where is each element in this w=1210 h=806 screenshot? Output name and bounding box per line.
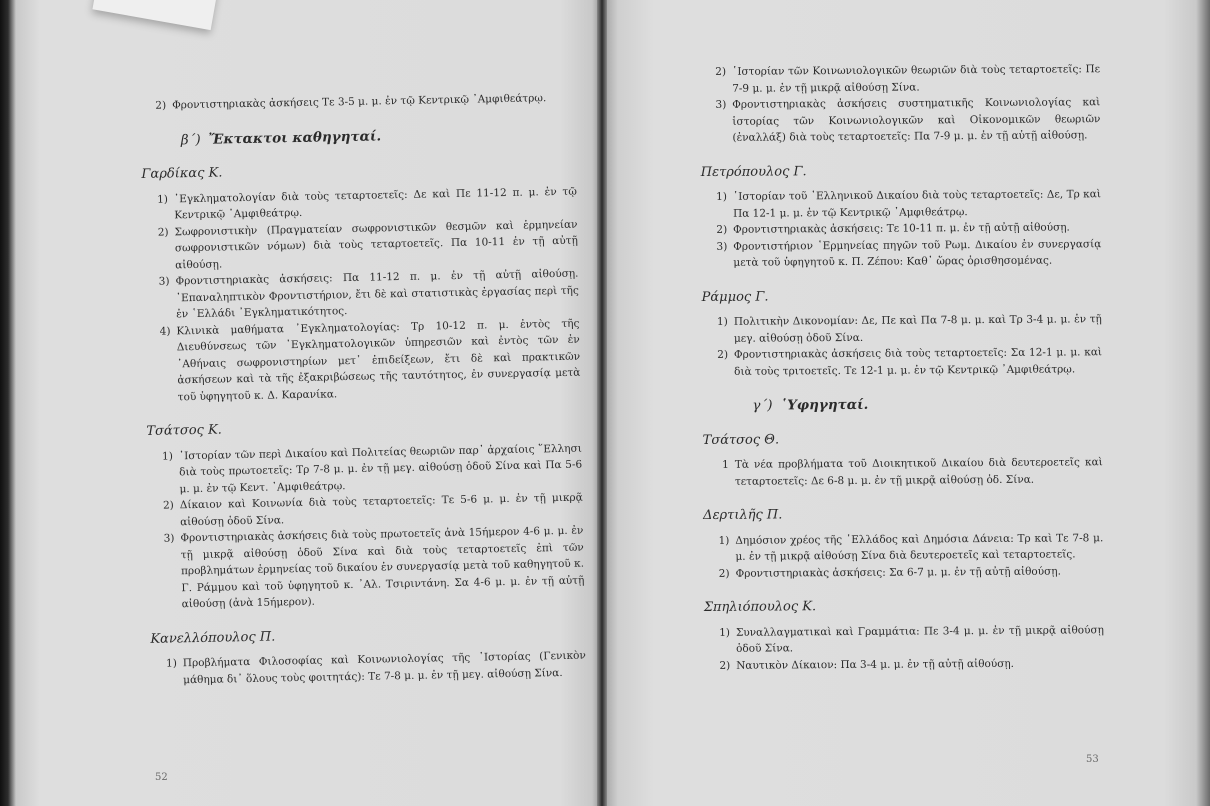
professor-name: Γαρδίκας Κ.: [141, 165, 223, 182]
list-item: [703, 454, 1103, 490]
page-number-right: 53: [1086, 754, 1099, 765]
section-heading: [752, 395, 1102, 414]
continued-items: [700, 61, 1101, 146]
item-text: Φροντιστηριακὰς ἀσκήσεις συστηματικῆς Κοινωνιολογίας καὶ ἱστορίας τῶν Κοινωνιολογικῶν καὶ Οἰκονομικῶν θεωριῶν (ἐναλλάξ) διὰ τοὺς τεταρτοετεῖς: Πα 7-9 μ. μ. ἐν τῇ αὐτῇ αἰθούσῃ.: [732, 96, 1101, 144]
item-text: Φροντιστηριακὰς ἀσκήσεις Τε 3-5 μ. μ. ἐν τῷ Κεντρικῷ ᾿Αμφιθεάτρῳ.: [172, 92, 547, 112]
item-number: 2): [719, 659, 731, 672]
left-page-content: [140, 90, 586, 689]
item-number: 3): [163, 532, 175, 545]
item-text: ῾Ιστορίαν τῶν Κοινωνιολογικῶν θεωριῶν διὰ τοὺς τεταρτοετεῖς: Πε 7-9 μ. μ. ἐν τῇ μικρᾷ αἰθούσῃ Σίνα.: [732, 63, 1101, 95]
item-number: 1): [716, 190, 727, 203]
item-text: Δίκαιον καὶ Κοινωνία διὰ τοὺς τεταρτοετεῖς: Τε 5-6 μ. μ. ἐν τῇ μικρᾷ αἰθούσῃ ὁδοῦ Σίνα.: [179, 491, 583, 528]
list-item: [704, 655, 1104, 674]
list-item: [702, 344, 1102, 380]
list-item: [703, 530, 1103, 566]
item-number: 2): [717, 348, 729, 361]
list-item: [701, 236, 1101, 272]
item-number: 3): [158, 275, 170, 288]
list-item: [700, 61, 1100, 97]
professor-name: Τσάτσος Κ.: [146, 422, 223, 439]
list-item: [148, 523, 585, 614]
item-text: Κλινικὰ μαθήματα ᾿Εγκληματολογίας: Τρ 10-12 π. μ. ἐντὸς τῆς Διευθύνσεως τῶν ᾿Εγκληματολογικῶν ὑπηρεσιῶν καὶ ἐντὸς τῶν ἐν ᾿Αθήναις σωφρονιστηρίων μετ᾿ ἐπιδείξεων, ἔτι δὲ καὶ πρακτικῶν ἀσκήσεων καὶ τὰ τῆς ἐξακριβώσεως τῆς ταυτότητος, ἐν συνεργασίᾳ μετὰ τοῦ ὑφηγητοῦ κ. Δ. Καρανίκα.: [176, 317, 581, 403]
list-item: [700, 94, 1100, 146]
item-text: Φροντιστηριακὰς ἀσκήσεις διὰ τοὺς τεταρτοετεῖς: Σα 12-1 μ. μ. καὶ διὰ τοὺς τριτοετεῖς. Τε 12-1 μ. μ. ἐν τῷ Κεντρικῷ ᾿Αμφιθεάτρῳ.: [733, 346, 1103, 378]
item-number: 3): [716, 240, 728, 253]
list-item: [704, 622, 1104, 658]
item-text: Φροντιστηριακὰς ἀσκήσεις: Πα 11-12 π. μ. ἐν τῇ αὐτῇ αἰθούσῃ. ᾿Επαναληπτικὸν Φροντιστήριον, ἔτι δὲ καὶ στατιστικὰς ἐργασίας περὶ τῆς ἐν ῾Ελλάδι ᾿Εγκληματικότητος.: [175, 267, 579, 321]
item-text: Σωφρονιστικὴν (Πραγματείαν σωφρονιστικῶν θεσμῶν καὶ ἑρμηνείαν σωφρονιστικῶν νόμων) διὰ τοὺς τεταρτοετεῖς. Πα 10-11 ἐν τῇ αὐτῇ αἰθούσῃ.: [174, 218, 578, 271]
item-text: Φροντιστηριακὰς ἀσκήσεις: Σα 6-7 μ. μ. ἐν τῇ αὐτῇ αἰθούσῃ.: [735, 564, 1061, 580]
item-number: 2): [716, 223, 728, 236]
list-item: [702, 311, 1102, 347]
professor-name: Δερτιλῆς Π.: [703, 507, 783, 523]
item-text: Τὰ νέα προβλήματα τοῦ Διοικητικοῦ Δικαίου διὰ δευτεροετεῖς καὶ τεταρτοετεῖς: Δε 6-8 μ. μ. ἐν τῇ μικρᾷ αἰθούσῃ ὁδ. Σίνα.: [734, 456, 1103, 488]
item-number: 2): [715, 65, 727, 78]
section-heading: [181, 124, 576, 148]
item-number: 1): [165, 657, 177, 670]
list-item: [704, 563, 1104, 582]
item-text: ῾Ιστορίαν τῶν περὶ Δικαίου καὶ Πολιτείας θεωριῶν παρ᾿ ἀρχαίοις ῞Ελλησι διὰ τοὺς πρωτοετεῖς: Τρ 7-8 μ. μ. ἐν τῇ μεγ. αἰθούσῃ ὁδοῦ Σίνα καὶ Πα 5-6 μ. μ. ἐν τῷ Κεντ. ᾿Αμφιθεάτρῳ.: [178, 442, 583, 495]
item-text: Συναλλαγματικαὶ καὶ Γραμμάτια: Πε 3-4 μ. μ. ἐν τῇ μικρᾷ αἰθούσῃ ὁδοῦ Σίνα.: [735, 623, 1105, 655]
item-text: ᾿Εγκληματολογίαν διὰ τοὺς τεταρτοετεῖς: Δε καὶ Πε 11-12 π. μ. ἐν τῷ Κεντρικῷ ᾿Αμφιθεάτρῳ.: [173, 185, 577, 222]
professor-name: Τσάτσος Θ.: [702, 431, 780, 448]
section-title: Ἔκτακτοι καθηγηταί.: [208, 127, 382, 148]
item-number: 1): [161, 449, 173, 463]
item-number: 1): [718, 534, 730, 547]
list-item: [147, 440, 583, 498]
item-text: Προβλήματα Φιλοσοφίας καὶ Κοινωνιολογίας τῆς ῾Ιστορίας (Γενικὸν μάθημα δι᾿ ὅλους τοὺς φοιτητάς): Τε 7-8 μ. μ. ἐν τῇ μεγ. αἰθούσῃ Σίνα.: [182, 649, 586, 686]
item-number: 2): [155, 99, 167, 112]
professor-name: Σπηλιόπουλος Κ.: [703, 599, 817, 615]
item-text: Φροντιστηριακὰς ἀσκήσεις: Τε 10-11 π. μ. ἐν τῇ αὐτῇ αἰθούσῃ.: [733, 221, 1070, 236]
item-number: 1): [716, 315, 728, 328]
professor-groups: [701, 162, 1102, 380]
item-text: Πολιτικὴν Δικονομίαν: Δε, Πε καὶ Πα 7-8 μ. μ. καὶ Τρ 3-4 μ. μ. ἐν τῇ μεγ. αἰθούσῃ ὁδοῦ Σίνα.: [733, 313, 1102, 345]
item-text: Φροντιστήριον ῾Ερμηνείας πηγῶν τοῦ Ρωμ. Δικαίου ἐν συνεργασίᾳ μετὰ τοῦ ὑφηγητοῦ κ. Π. Ζέπου: Καθ᾿ ὥρας ὁρισθησομένας.: [733, 237, 1102, 269]
item-number: 1: [722, 458, 729, 471]
section-title: ῾Υφηγηταί.: [780, 396, 869, 414]
page-number-left: 52: [155, 772, 168, 783]
professor-name: Πετρόπουλος Γ.: [700, 163, 807, 180]
item-number: 2): [157, 225, 169, 239]
list-item: [142, 216, 578, 274]
item-text: Δημόσιον χρέος τῆς ῾Ελλάδος καὶ Δημόσια Δάνεια: Τρ καὶ Τε 7-8 μ. μ. ἐν τῇ μικρᾷ αἰθούσῃ Σίνα διὰ δευτεροετεῖς καὶ τεταρτοετεῖς.: [735, 531, 1104, 563]
professor-name: Ράμμος Γ.: [701, 289, 769, 305]
item-number: 2): [162, 499, 174, 512]
section-letter: β΄): [180, 131, 201, 148]
professor-name: Κανελλόπουλος Π.: [150, 629, 276, 647]
professor-groups: [703, 430, 1105, 674]
item-text: ῾Ιστορίαν τοῦ ῾Ελληνικοῦ Δικαίου διὰ τοὺς τεταρτοετεῖς: Δε, Τρ καὶ Πα 12-1 μ. μ. ἐν τῷ Κεντρικῷ ᾿Αμφιθεάτρῳ.: [732, 188, 1101, 220]
item-number: 3): [715, 98, 727, 111]
professor-groups: [141, 159, 586, 689]
list-item: [143, 266, 579, 324]
section-letter: γ΄): [752, 397, 773, 414]
item-text: Φροντιστηριακὰς ἀσκήσεις διὰ τοὺς πρωτοετεῖς ἀνὰ 15ήμερον 4-6 μ. μ. ἐν τῇ μικρᾷ αἰθούσῃ ὁδοῦ Σίνα καὶ διὰ τοὺς τεταρτοετεῖς ἐπὶ τῶν προβλημάτων ἑρμηνείας τοῦ δικαίου ἐν συνεργασίᾳ μετὰ τοῦ καθηγητοῦ κ. Γ. Ράμμου καὶ τοῦ ὑφηγητοῦ κ. ᾿Αλ. Τσιριντάνη. Σα 4-6 μ. μ. ἐν τῇ αὐτῇ αἰθούσῃ (ἀνὰ 15ήμερον).: [180, 524, 585, 611]
item-number: 1): [157, 192, 169, 206]
item-number: 2): [718, 567, 730, 580]
item-text: Ναυτικὸν Δίκαιον: Πα 3-4 μ. μ. ἐν τῇ αὐτῇ αἰθούσῃ.: [736, 657, 1015, 672]
item-number: 1): [719, 626, 731, 639]
right-page-content: [700, 61, 1104, 674]
list-item: [144, 315, 581, 406]
book-gutter: [597, 0, 607, 806]
list-item: [701, 186, 1101, 222]
item-number: 4): [159, 324, 171, 338]
